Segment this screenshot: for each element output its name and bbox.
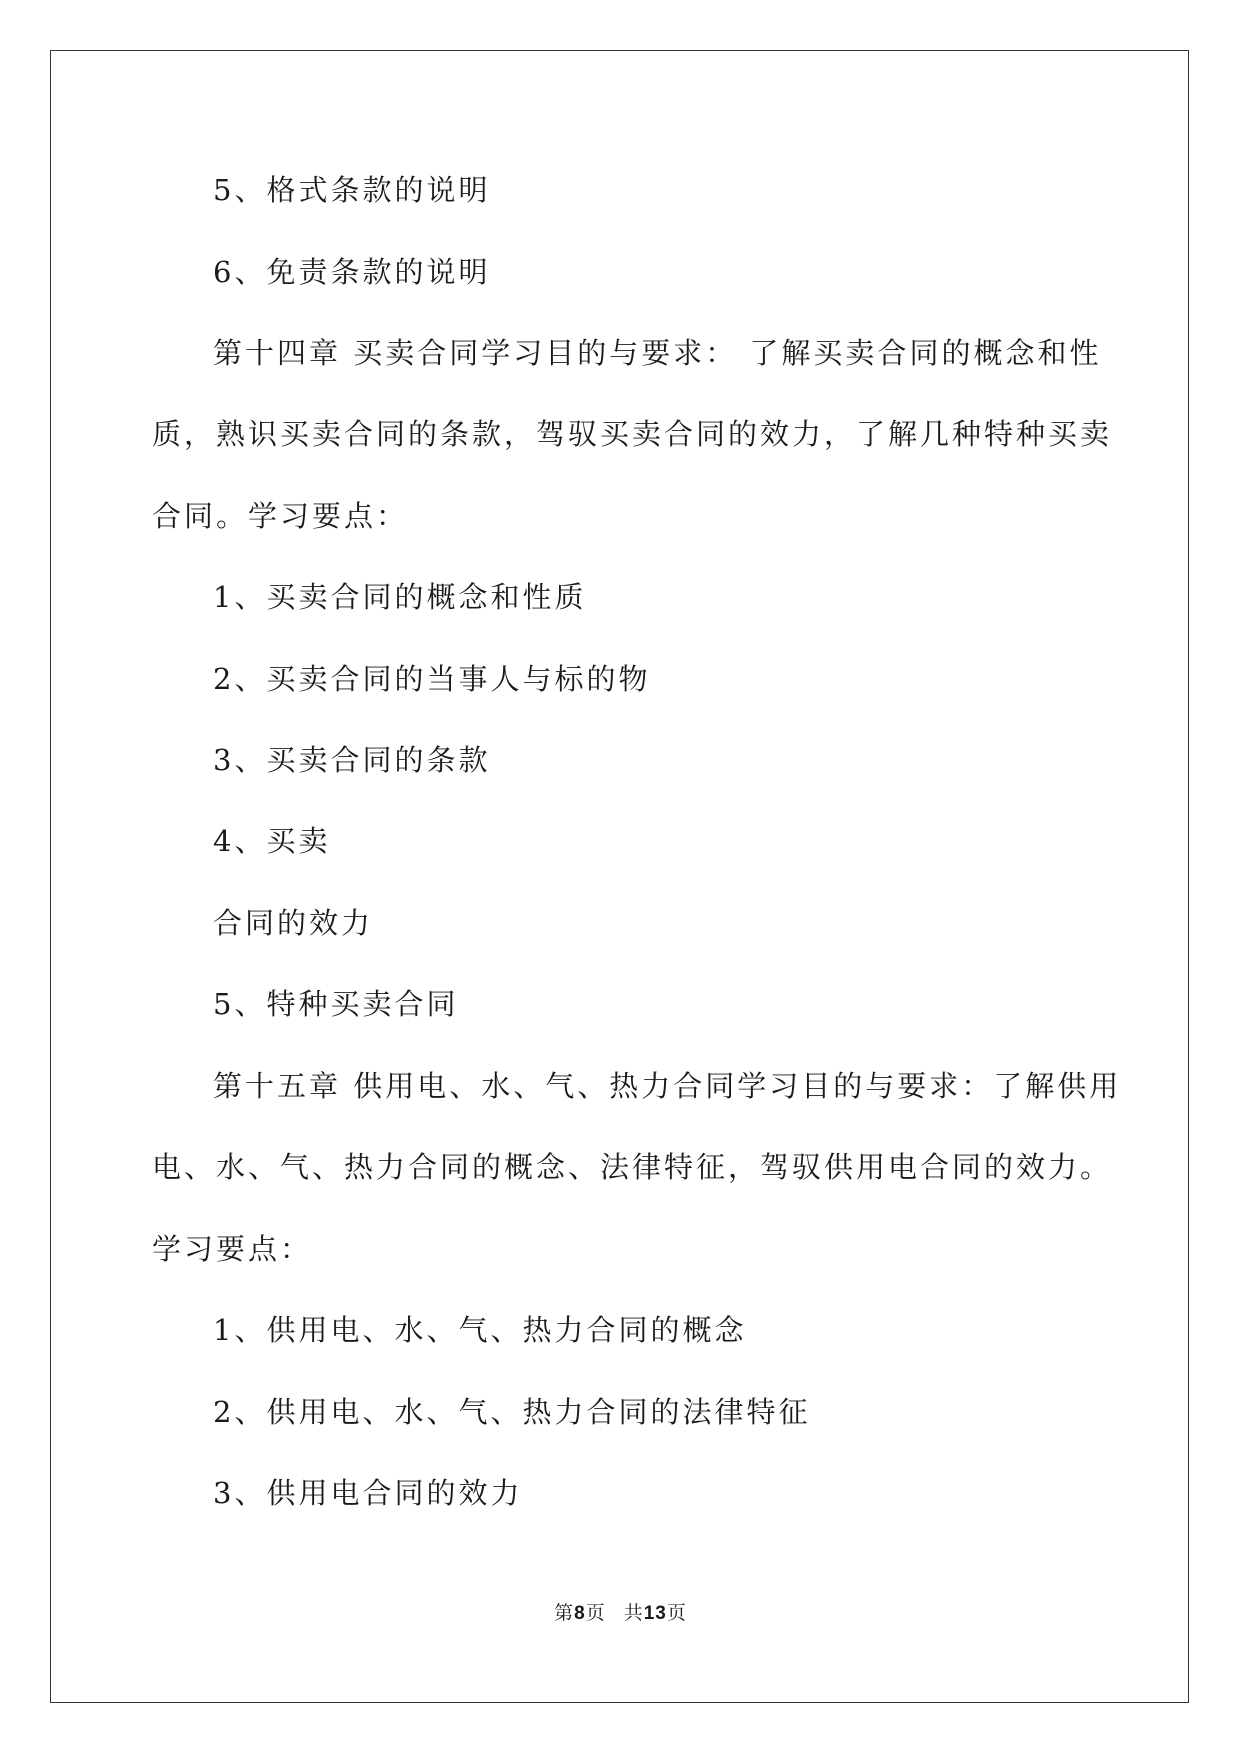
body-line: 合同。学习要点： xyxy=(152,499,409,533)
body-line: 5、格式条款的说明 xyxy=(213,173,491,207)
footer-total-pages: 13 xyxy=(643,1603,667,1624)
footer-total-prefix: 共 xyxy=(623,1602,644,1624)
page-border xyxy=(50,50,1189,1703)
list-item: 3、买卖合同的条款 xyxy=(213,743,491,777)
list-item: 3、供用电合同的效力 xyxy=(213,1476,523,1510)
list-item: 5、特种买卖合同 xyxy=(213,987,459,1021)
list-item: 4、买卖 xyxy=(213,824,331,858)
footer-page-prefix: 第 xyxy=(554,1602,575,1624)
footer-total-suffix: 页 xyxy=(666,1602,687,1624)
body-line: 电、水、气、热力合同的概念、法律特征，驾驭供用电合同的效力。 xyxy=(152,1150,1113,1184)
body-line: 6、免责条款的说明 xyxy=(213,255,491,289)
body-line: 学习要点： xyxy=(152,1232,313,1266)
chapter-15-heading: 第十五章 供用电、水、气、热力合同学习目的与要求：了解供用 xyxy=(213,1069,1122,1103)
list-item: 2、供用电、水、气、热力合同的法律特征 xyxy=(213,1395,811,1429)
footer-page-number: 8 xyxy=(574,1603,586,1624)
list-item: 1、买卖合同的概念和性质 xyxy=(213,580,587,614)
list-item: 2、买卖合同的当事人与标的物 xyxy=(213,662,651,696)
chapter-14-heading: 第十四章 买卖合同学习目的与要求： 了解买卖合同的概念和性 xyxy=(213,336,1102,370)
footer-page-suffix: 页 xyxy=(585,1602,606,1624)
body-line: 质，熟识买卖合同的条款，驾驭买卖合同的效力，了解几种特种买卖 xyxy=(152,417,1113,451)
page-footer xyxy=(0,1600,1241,1627)
body-line: 合同的效力 xyxy=(213,906,374,940)
list-item: 1、供用电、水、气、热力合同的概念 xyxy=(213,1313,747,1347)
